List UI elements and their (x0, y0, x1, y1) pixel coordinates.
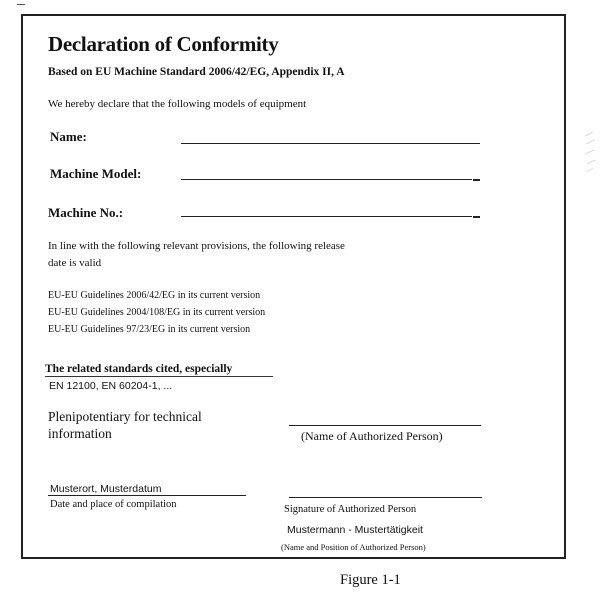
standards-value: EN 12100, EN 60204-1, ... (49, 380, 173, 392)
intro-text: We hereby declare that the following models of equipment (48, 98, 307, 110)
faint-scan-artifact (583, 128, 597, 178)
standards-title: The related standards cited, especially (45, 363, 233, 375)
signer-name: Mustermann - Mustertätigkeit (287, 524, 423, 536)
machine-no-label: Machine No.: (48, 205, 124, 220)
signer-position-caption: (Name and Position of Authorized Person) (281, 542, 426, 552)
provisions-text: In line with the following relevant provisions, the following release date is valid (48, 240, 345, 269)
signature-line (289, 497, 482, 498)
place-date-value: Musterort, Musterdatum (50, 483, 162, 495)
scan-tick-mark (17, 4, 25, 5)
name-field-line (181, 143, 480, 144)
document-subtitle: Based on EU Machine Standard 2006/42/EG, Appendix II, A (48, 66, 345, 78)
machine-model-label: Machine Model: (50, 166, 142, 181)
declaration-document (21, 14, 566, 559)
authorized-person-caption: (Name of Authorized Person) (301, 429, 443, 443)
standards-underline (45, 376, 273, 377)
document-title: Declaration of Conformity (48, 32, 279, 56)
guideline-item: EU-EU Guidelines 2006/42/EG in its current version (48, 290, 261, 301)
place-date-caption: Date and place of compilation (50, 499, 177, 510)
machine-model-field-line (181, 179, 472, 180)
guideline-item: EU-EU Guidelines 2004/108/EG in its current version (48, 307, 266, 318)
figure-caption: Figure 1-1 (340, 572, 401, 588)
guideline-item: EU-EU Guidelines 97/23/EG in its current version (48, 324, 251, 335)
machine-no-field-line (181, 216, 472, 217)
plenipotentiary-label: Plenipotentiary for technical information (48, 409, 202, 441)
name-label: Name: (50, 129, 87, 144)
machine-model-line-end (473, 179, 480, 181)
place-date-line (48, 495, 246, 496)
authorized-person-line (289, 425, 481, 426)
signature-caption: Signature of Authorized Person (284, 504, 417, 515)
machine-no-line-end (473, 216, 480, 218)
